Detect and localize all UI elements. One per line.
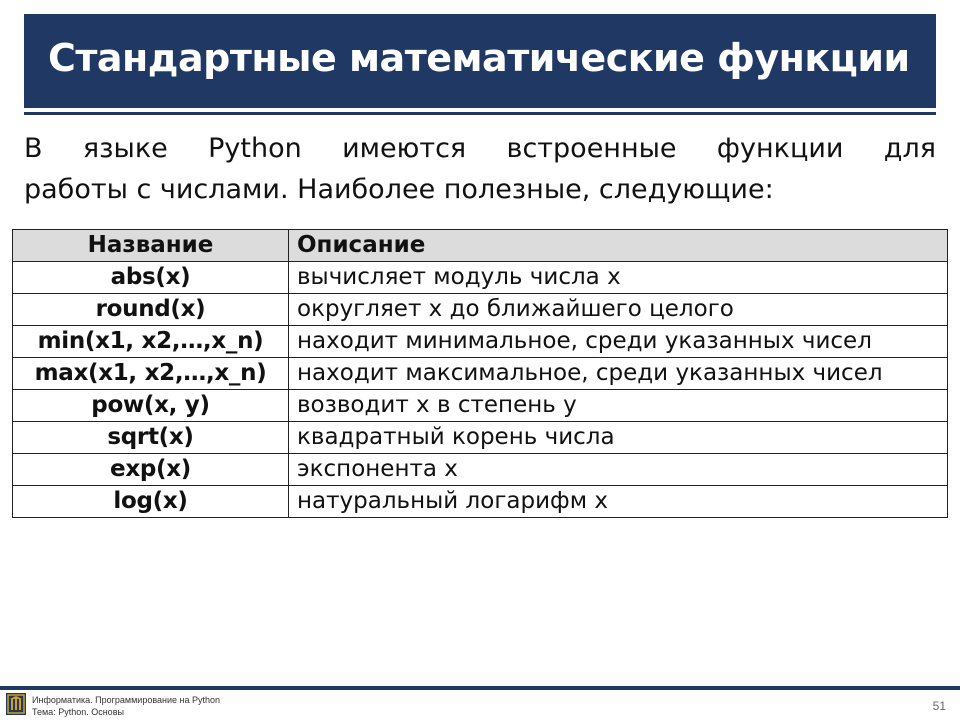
page-number: 51	[932, 699, 946, 713]
intro-word: Python	[208, 133, 302, 164]
function-description: возводит x в степень y	[289, 390, 948, 422]
functions-table	[12, 229, 948, 518]
function-name: sqrt(x)	[13, 422, 289, 454]
function-description: вычисляет модуль числа x	[289, 262, 948, 294]
function-name: abs(x)	[13, 262, 289, 294]
function-description: квадратный корень числа	[289, 422, 948, 454]
table-row	[13, 294, 948, 326]
table-row	[13, 454, 948, 486]
table-row	[13, 326, 948, 358]
function-description: округляет x до ближайшего целого	[289, 294, 948, 326]
intro-word: для	[883, 133, 936, 164]
function-name: min(x1, x2,…,x_n)	[13, 326, 289, 358]
table-row	[13, 262, 948, 294]
header-name: Название	[13, 230, 289, 262]
slide-title: Стандартные математические функции	[48, 36, 910, 80]
intro-word: встроенные	[506, 133, 677, 164]
university-logo-icon	[6, 693, 26, 715]
intro-paragraph	[24, 128, 936, 210]
header-description: Описание	[289, 230, 948, 262]
function-name: log(x)	[13, 486, 289, 518]
title-divider	[24, 112, 936, 115]
intro-word: языке	[82, 133, 168, 164]
footer-divider	[0, 686, 960, 690]
function-name: round(x)	[13, 294, 289, 326]
table-row	[13, 358, 948, 390]
intro-word: имеются	[342, 133, 467, 164]
function-description: находит минимальное, среди указанных чисел	[289, 326, 948, 358]
intro-word: функции	[716, 133, 844, 164]
table-row	[13, 390, 948, 422]
function-description: экспонента x	[289, 454, 948, 486]
table-row	[13, 422, 948, 454]
table-header-row	[13, 230, 948, 262]
function-name: exp(x)	[13, 454, 289, 486]
title-bar	[24, 14, 936, 108]
footer-topic: Тема: Python. Основы	[32, 707, 124, 717]
intro-word: В	[24, 133, 43, 164]
intro-line-2: работы с числами. Наиболее полезные, следующие:	[24, 174, 774, 205]
function-name: pow(x, y)	[13, 390, 289, 422]
function-name: max(x1, x2,…,x_n)	[13, 358, 289, 390]
footer-info	[32, 694, 220, 718]
footer-course: Информатика. Программирование на Python	[32, 695, 221, 705]
table-row	[13, 486, 948, 518]
intro-line-1	[24, 128, 936, 169]
function-description: натуральный логарифм x	[289, 486, 948, 518]
function-description: находит максимальное, среди указанных чисел	[289, 358, 948, 390]
